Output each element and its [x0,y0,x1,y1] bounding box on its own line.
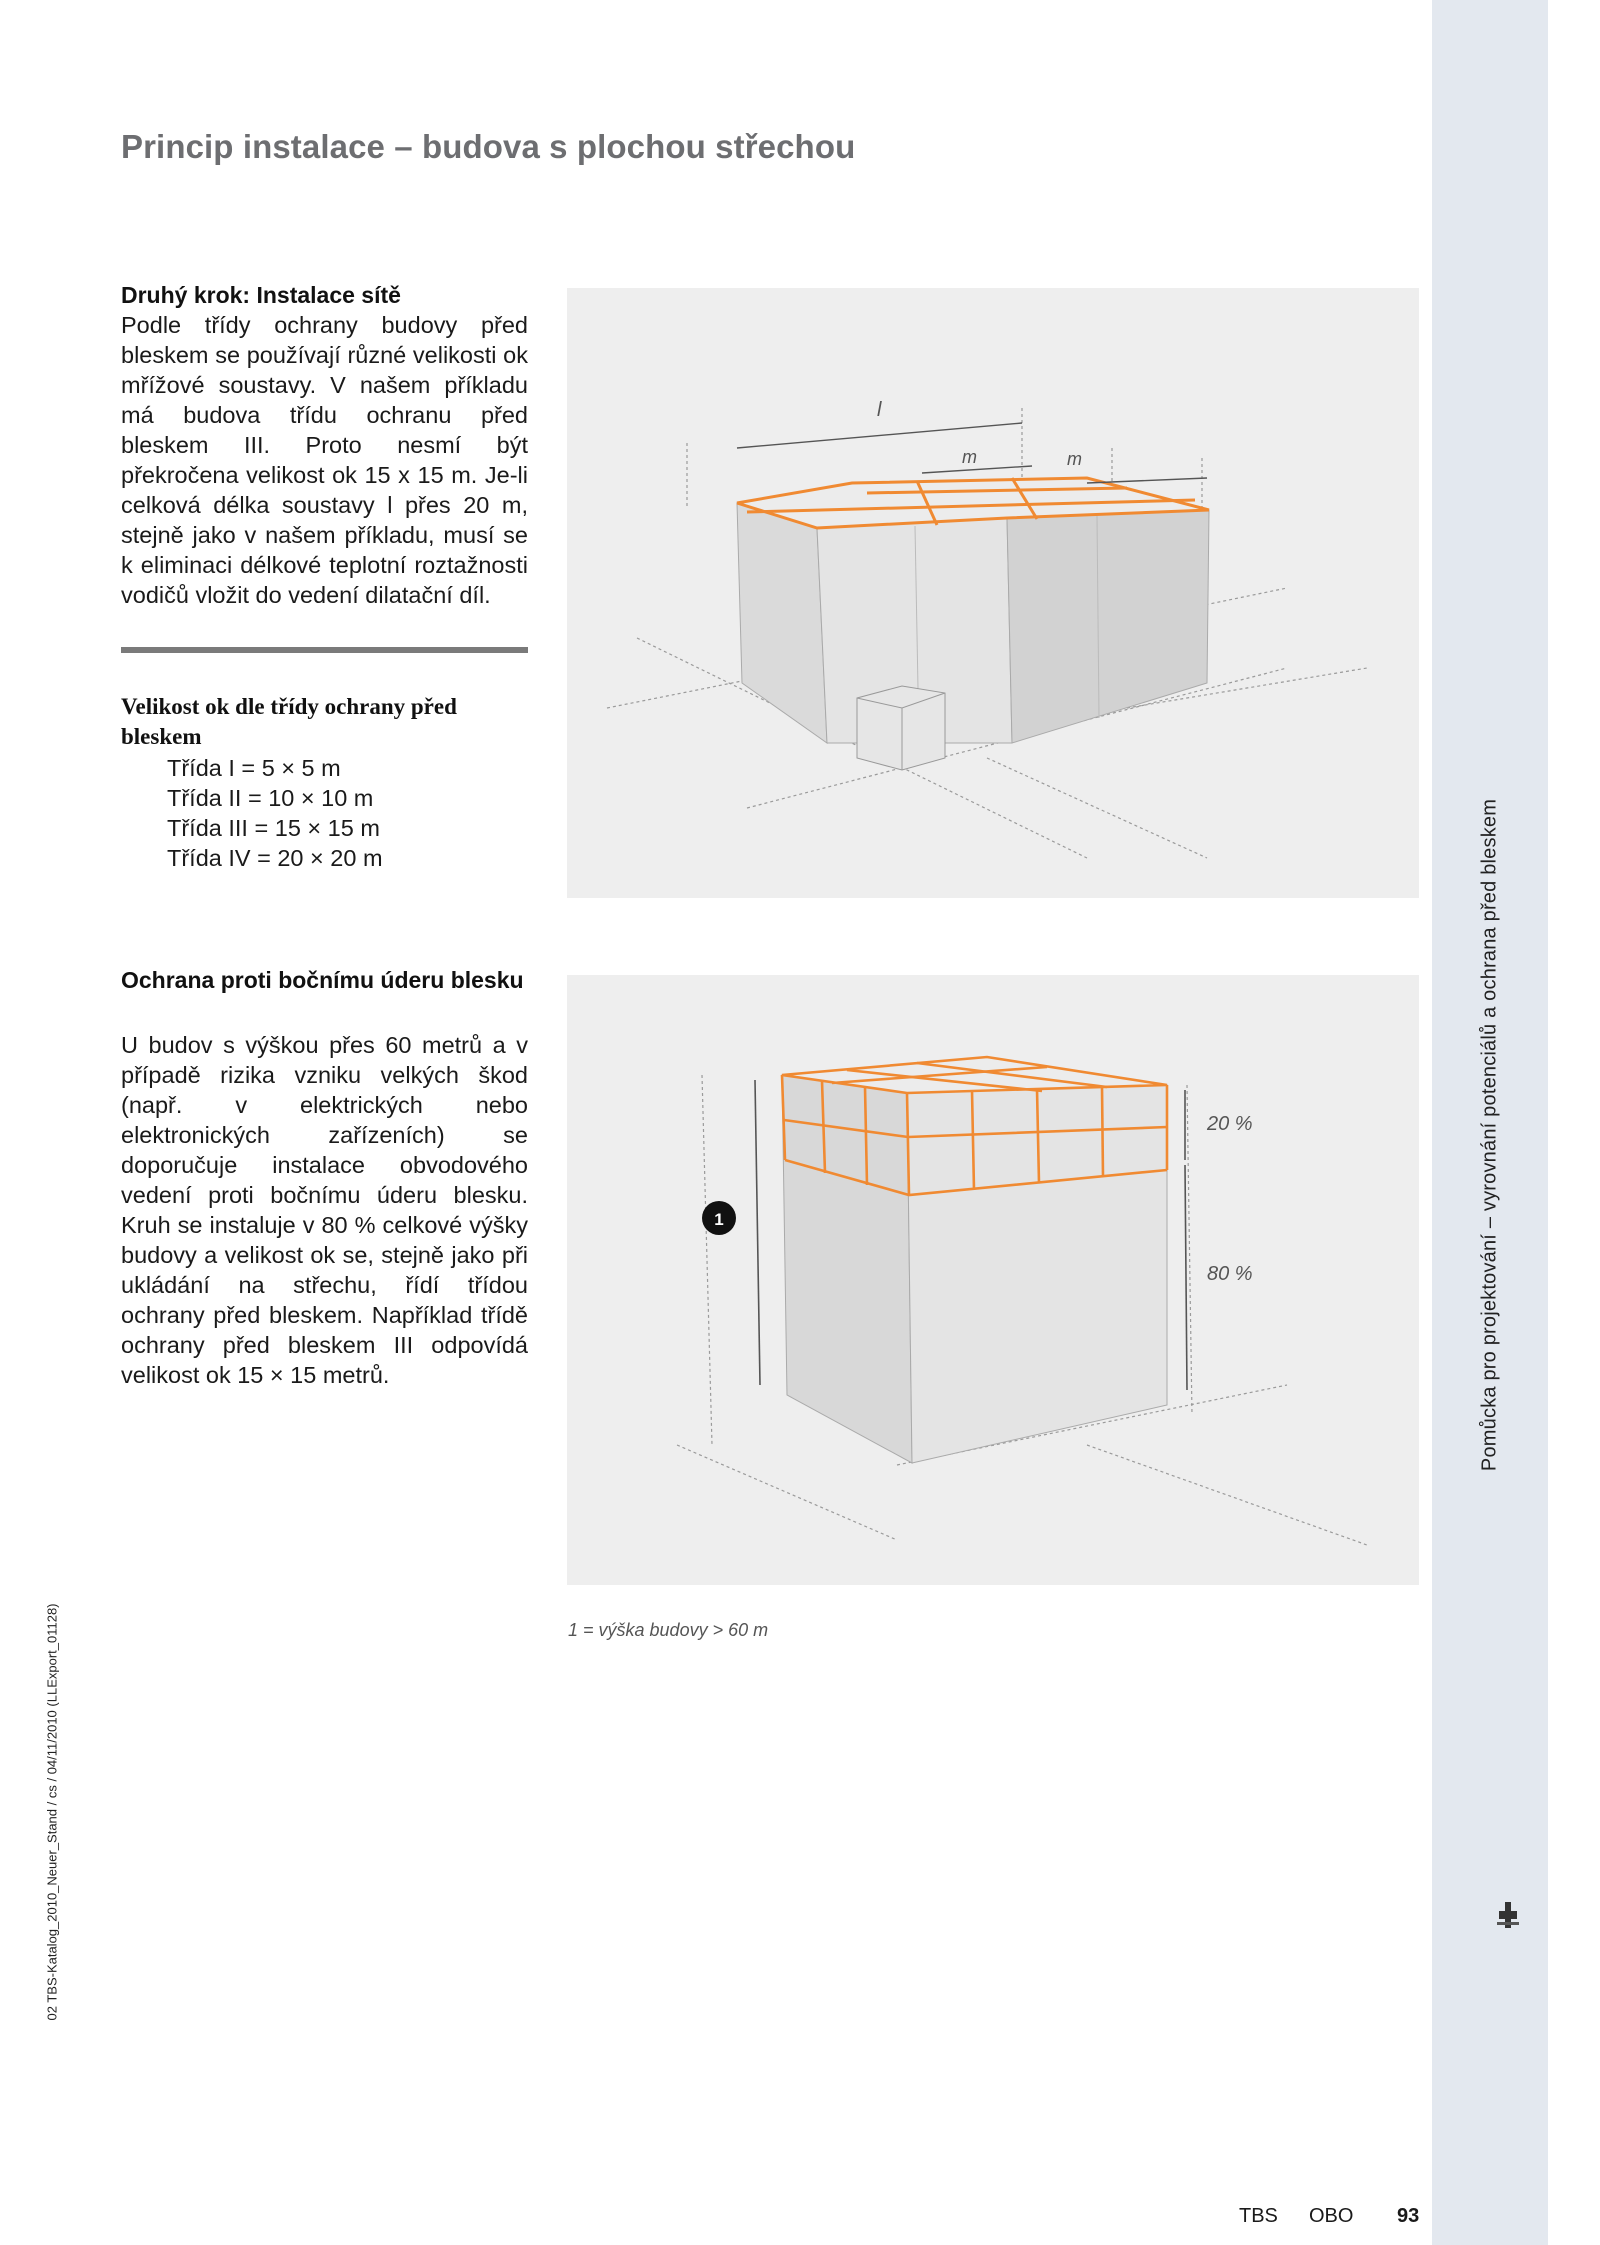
class-item: Třída III = 15 × 15 m [167,815,380,841]
footer-tbs: TBS [1239,2205,1278,2227]
label-20-percent: 20 % [1207,1113,1253,1135]
class-item: Třída IV = 20 × 20 m [167,845,383,871]
flat-roof-illustration [567,288,1419,898]
print-meta: 02 TBS-Katalog_2010_Neuer_Stand / cs / 04/11/2010 (LLExport_01128) [44,1603,60,2021]
divider [121,647,528,653]
class-item: Třída II = 10 × 10 m [167,785,374,811]
page-number: 93 [1397,2205,1420,2227]
section2-body: U budov s výškou přes 60 metrů a v případě rizika vzniku velkých škod (např. v elektrických nebo elektronických zařízeních) se doporučuje instalace obvodového vedení proti bočnímu úderu blesku. Kruh se instaluje v 80 % celkové výšky budovy a velikost ok se, stejně jako při ukládání na střechu, řídí třídou ochrany před bleskem. Například třídě ochrany před bleskem III odpovídá velikost ok 15 × 15 metrů. [121,1032,528,1388]
obo-logo-icon [1497,1902,1519,1928]
classes-heading: Velikost ok dle třídy ochrany před bleskem [121,694,457,749]
dim-label-l: l [877,399,882,421]
label-80-percent: 80 % [1207,1263,1253,1285]
section2-heading: Ochrana proti bočnímu úderu blesku [121,967,524,993]
section1-body: Podle třídy ochrany budovy před bleskem se používají různé velikosti ok mřížové soustavy. V našem příkladu má budova třídu ochranu před bleskem III. Proto nesmí být překročena velikost ok 15 x 15 m. Je-li celková délka soustavy l přes 20 m, stejně jako v našem příkladu, musí se k eliminaci délkové teplotní roztažnosti vodičů vložit do vedení dilatační díl. [121,312,528,608]
classes-list [167,753,383,873]
badge-1: 1 [714,1210,724,1229]
dim-label-m1: m [962,447,977,467]
figure-caption: 1 = výška budovy > 60 m [568,1620,769,1640]
section1-heading: Druhý krok: Instalace sítě [121,282,401,308]
page-title: Princip instalace – budova s plochou střechou [121,128,856,165]
figure-side-strike [567,975,1419,1585]
sidebar-text: Pomůcka pro projektování – vyrovnání potenciálů a ochrana před bleskem [1478,798,1501,1472]
side-strike-illustration [567,975,1419,1585]
footer-obo: OBO [1309,2205,1354,2227]
dim-label-m2: m [1067,449,1082,469]
class-item: Třída I = 5 × 5 m [167,755,341,781]
figure-flat-roof-mesh [567,288,1419,898]
